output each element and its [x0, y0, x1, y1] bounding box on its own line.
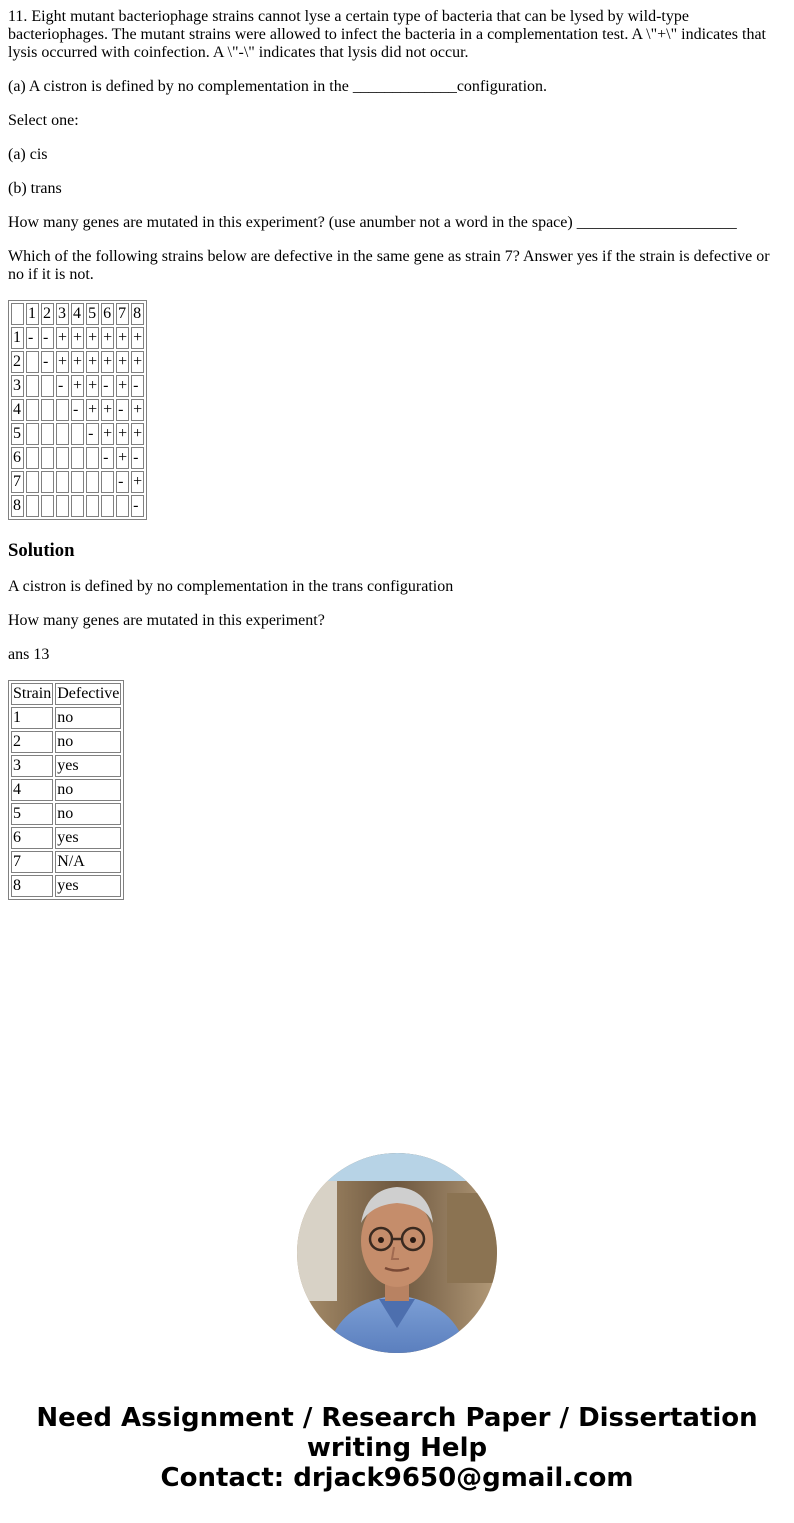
matrix-row-label: 7 [11, 471, 24, 493]
matrix-cell: + [131, 327, 144, 349]
matrix-cell [26, 423, 39, 445]
matrix-header-cell: 4 [71, 303, 84, 325]
matrix-cell [71, 423, 84, 445]
matrix-cell: - [26, 327, 39, 349]
strain-cell: 5 [11, 803, 53, 825]
solution-genes-question: How many genes are mutated in this experiment? [8, 612, 325, 629]
matrix-cell [26, 471, 39, 493]
matrix-cell: + [86, 351, 99, 373]
strain7-question: Which of the following strains below are defective in the same gene as strain 7? Answer yes if the strain is defective or no if it is not. [8, 248, 770, 283]
defective-cell: no [55, 803, 121, 825]
matrix-row-label: 5 [11, 423, 24, 445]
matrix-cell: + [86, 327, 99, 349]
genes-answer: ans 13 [8, 646, 50, 663]
matrix-cell [56, 495, 69, 517]
defective-cell: no [55, 707, 121, 729]
matrix-cell: - [71, 399, 84, 421]
matrix-cell: - [41, 351, 54, 373]
matrix-cell [101, 495, 114, 517]
matrix-cell [56, 471, 69, 493]
table-row [11, 803, 121, 825]
defective-header-cell: Defective [55, 683, 121, 705]
strain-cell: 6 [11, 827, 53, 849]
matrix-cell: + [131, 399, 144, 421]
defective-header-cell: Strain [11, 683, 53, 705]
matrix-cell [26, 399, 39, 421]
matrix-row [11, 423, 144, 445]
matrix-cell [41, 375, 54, 397]
matrix-row-label: 1 [11, 327, 24, 349]
matrix-cell [41, 447, 54, 469]
matrix-cell: + [101, 399, 114, 421]
matrix-row [11, 471, 144, 493]
matrix-header-cell: 1 [26, 303, 39, 325]
matrix-cell: + [101, 351, 114, 373]
solution-heading: Solution [8, 540, 75, 561]
defective-cell: no [55, 731, 121, 753]
matrix-cell [86, 495, 99, 517]
matrix-header-cell: 3 [56, 303, 69, 325]
matrix-cell: - [41, 327, 54, 349]
matrix-cell: - [86, 423, 99, 445]
matrix-cell [116, 495, 129, 517]
defective-cell: yes [55, 827, 121, 849]
matrix-cell: + [86, 399, 99, 421]
genes-question: How many genes are mutated in this experiment? (use anumber not a word in the space) ____________________ [8, 214, 737, 231]
matrix-row-label: 3 [11, 375, 24, 397]
strain-cell: 7 [11, 851, 53, 873]
matrix-cell: + [101, 327, 114, 349]
matrix-row [11, 327, 144, 349]
strain-cell: 8 [11, 875, 53, 897]
defective-cell: no [55, 779, 121, 801]
matrix-cell [71, 471, 84, 493]
matrix-header-cell [11, 303, 24, 325]
table-row [11, 875, 121, 897]
matrix-cell [56, 447, 69, 469]
option-a[interactable]: (a) cis [8, 146, 48, 163]
complementation-matrix [8, 300, 147, 520]
matrix-row [11, 495, 144, 517]
banner-line-1: Need Assignment / Research Paper / Dissertation [36, 1403, 758, 1433]
matrix-header-cell: 6 [101, 303, 114, 325]
matrix-row [11, 447, 144, 469]
question-intro: 11. Eight mutant bacteriophage strains cannot lyse a certain type of bacteria that can be lysed by wild-type bacteriophages. The mutant strains were allowed to infect the bacteria in a complementation test. A \"+\" indicates that lysis occurred with coinfection. A \"-\" indicates that lysis did not occur. [8, 8, 766, 61]
banner-contact[interactable]: Contact: drjack9650@gmail.com [160, 1463, 634, 1493]
matrix-cell [56, 399, 69, 421]
matrix-cell: + [56, 327, 69, 349]
matrix-header-cell: 7 [116, 303, 129, 325]
table-row [11, 779, 121, 801]
matrix-cell: - [131, 375, 144, 397]
matrix-header-cell: 8 [131, 303, 144, 325]
matrix-cell: - [116, 471, 129, 493]
matrix-cell: + [101, 423, 114, 445]
table-row [11, 851, 121, 873]
matrix-row [11, 399, 144, 421]
matrix-header-cell: 2 [41, 303, 54, 325]
matrix-cell: + [131, 471, 144, 493]
matrix-cell [71, 495, 84, 517]
author-avatar [297, 1153, 497, 1353]
matrix-row-label: 4 [11, 399, 24, 421]
matrix-cell [26, 447, 39, 469]
matrix-cell [86, 447, 99, 469]
matrix-cell: - [56, 375, 69, 397]
table-row [11, 755, 121, 777]
matrix-cell [41, 423, 54, 445]
matrix-cell: + [131, 423, 144, 445]
matrix-cell: + [131, 351, 144, 373]
strain-cell: 4 [11, 779, 53, 801]
matrix-cell [41, 399, 54, 421]
matrix-cell [41, 471, 54, 493]
matrix-header-row [11, 303, 144, 325]
matrix-cell: + [116, 423, 129, 445]
matrix-cell [71, 447, 84, 469]
matrix-cell: + [116, 375, 129, 397]
contact-banner [0, 1403, 794, 1493]
matrix-cell: + [86, 375, 99, 397]
strain-cell: 3 [11, 755, 53, 777]
matrix-cell: - [131, 447, 144, 469]
banner-line-2: writing Help [306, 1433, 488, 1463]
defective-cell: yes [55, 875, 121, 897]
matrix-row-label: 8 [11, 495, 24, 517]
matrix-row [11, 351, 144, 373]
matrix-cell [26, 495, 39, 517]
select-one-label: Select one: [8, 112, 79, 129]
matrix-row [11, 375, 144, 397]
matrix-cell [41, 495, 54, 517]
matrix-cell [86, 471, 99, 493]
matrix-cell [101, 471, 114, 493]
question-part-a: (a) A cistron is defined by no complementation in the _____________configuration. [8, 78, 548, 95]
matrix-cell: - [101, 447, 114, 469]
table-row [11, 827, 121, 849]
defective-header-row [11, 683, 121, 705]
person-portrait-icon [297, 1153, 497, 1353]
matrix-cell: + [71, 351, 84, 373]
matrix-cell [56, 423, 69, 445]
cistron-answer: A cistron is defined by no complementation in the trans configuration [8, 578, 454, 595]
option-b[interactable]: (b) trans [8, 180, 62, 197]
matrix-cell: + [116, 327, 129, 349]
matrix-cell: - [101, 375, 114, 397]
matrix-cell: + [71, 375, 84, 397]
defective-table [8, 680, 124, 900]
matrix-row-label: 6 [11, 447, 24, 469]
matrix-cell: + [116, 447, 129, 469]
table-row [11, 731, 121, 753]
matrix-cell: + [116, 351, 129, 373]
document-body [8, 8, 778, 920]
defective-cell: yes [55, 755, 121, 777]
table-row [11, 707, 121, 729]
matrix-cell: + [56, 351, 69, 373]
matrix-cell: + [71, 327, 84, 349]
matrix-row-label: 2 [11, 351, 24, 373]
strain-cell: 1 [11, 707, 53, 729]
matrix-cell: - [116, 399, 129, 421]
matrix-cell: - [131, 495, 144, 517]
defective-cell: N/A [55, 851, 121, 873]
matrix-cell [26, 375, 39, 397]
strain-cell: 2 [11, 731, 53, 753]
matrix-header-cell: 5 [86, 303, 99, 325]
matrix-cell [26, 351, 39, 373]
